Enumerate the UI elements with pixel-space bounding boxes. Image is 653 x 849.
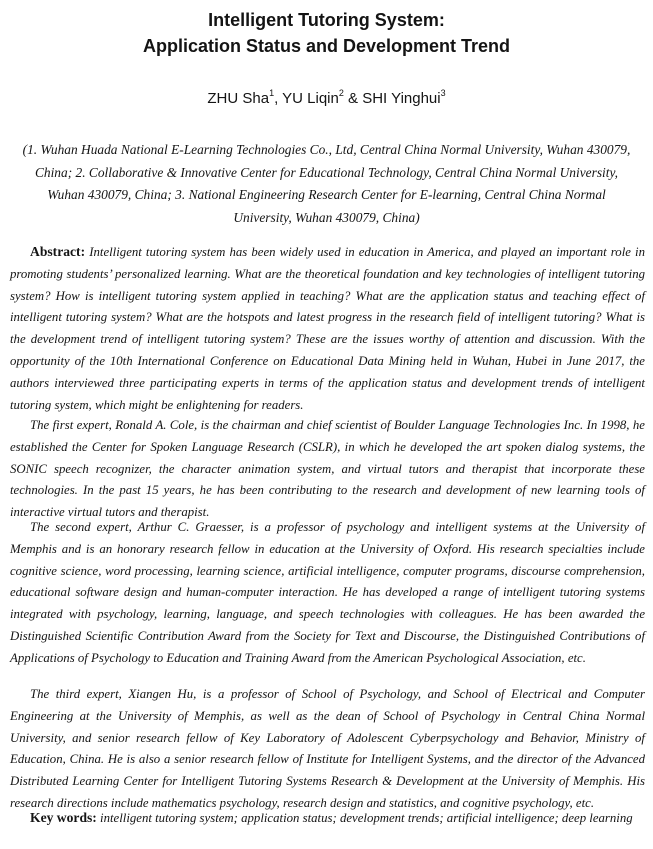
paper-title-line-2: Application Status and Development Trend: [142, 36, 511, 56]
author-affiliation-mark: 3: [440, 88, 446, 98]
keywords-label: Key words:: [30, 810, 97, 825]
author-separator: &: [343, 90, 363, 107]
affiliations: (1. Wuhan Huada National E-Learning Technologies Co., Ltd, Central China Normal University, Wuhan 430079, China; 2. Collaborative & Innovative Center for Educational Technology, Central China Normal University, Wuhan 430079, China; 3. National Engineering Research Center for E-learning, Central China Normal University, Wuhan 430079, China): [22, 142, 631, 225]
author-name: SHI Yinghui: [362, 90, 441, 107]
author-list: [0, 89, 653, 107]
author-name: YU Liqin: [282, 90, 339, 107]
keywords-text: intelligent tutoring system; application status; development trends; artificial intelligence; deep learning: [96, 811, 633, 825]
keywords-paragraph: [10, 807, 645, 830]
expert-2-paragraph: The second expert, Arthur C. Graesser, is a professor of psychology and intelligent systems at the University of Memphis and is an honorary research fellow in education at the University of Oxford. His research specialties include cognitive science, word processing, learning science, artificial intelligence, computer programs, discourse comprehension, educational software design and human-computer interaction. He has developed a range of intelligent tutoring systems integrated with psychology, learning, language, and speech technologies with colleagues. He has been awarded the Distinguished Scientific Contribution Award from the Society for Text and Discourse, the Distinguished Contributions of Applications of Psychology to Education and Training Award from the American Psychological Association, etc.: [10, 520, 645, 665]
abstract-paragraph: [10, 241, 645, 416]
author-name: ZHU Sha: [207, 90, 270, 107]
abstract-text: Intelligent tutoring system has been widely used in education in America, and played an important role in promoting students’ personalized learning. What are the theoretical foundation and key technologies of intelligent tutoring system? How is intelligent tutoring system applied in teaching? What are the application status and teaching effect of intelligent tutoring system? What are the hotspots and latest progress in the research field of intelligent tutoring? What is the development trend of intelligent tutoring system? These are the issues worthy of attention and discussion. With the opportunity of the 10th International Conference on Educational Data Mining held in Wuhan, Hubei in June 2017, the authors interviewed three participating experts in terms of the application status and development trends of intelligent tutoring system, which might be enlightening for readers.: [10, 245, 645, 412]
author-affiliation-mark: 1: [269, 88, 275, 98]
author-separator: ,: [274, 90, 283, 107]
expert-3-paragraph: The third expert, Xiangen Hu, is a professor of School of Psychology, and School of Electrical and Computer Engineering at the University of Memphis, as well as the dean of School of Psychology in Central China Normal University, and senior research fellow of Key Laboratory of Adolescent Cyberpsychology and Behavior, Ministry of Education, China. He is also a senior research fellow of Institute for Intelligent Systems, and the director of the Advanced Distributed Learning Center for Intelligent Tutoring Systems Research & Development at the University of Memphis. His research directions include mathematics psychology, research design and statistics, and cognitive psychology, etc.: [10, 687, 645, 810]
paper-title-line-1: Intelligent Tutoring System:: [208, 10, 445, 30]
expert-1-paragraph: The first expert, Ronald A. Cole, is the chairman and chief scientist of Boulder Language Technologies Inc. In 1998, he established the Center for Spoken Language Research (CSLR), in which he developed the art spoken dialog systems, the SONIC speech recognizer, the character animation system, and virtual tutors and therapist that incorporate these technologies. In the past 15 years, he has been contributing to the research and development of new learning tools of interactive virtual tutors and therapist.: [10, 418, 645, 520]
abstract-label: Abstract:: [30, 244, 86, 259]
author-affiliation-mark: 2: [338, 88, 344, 98]
